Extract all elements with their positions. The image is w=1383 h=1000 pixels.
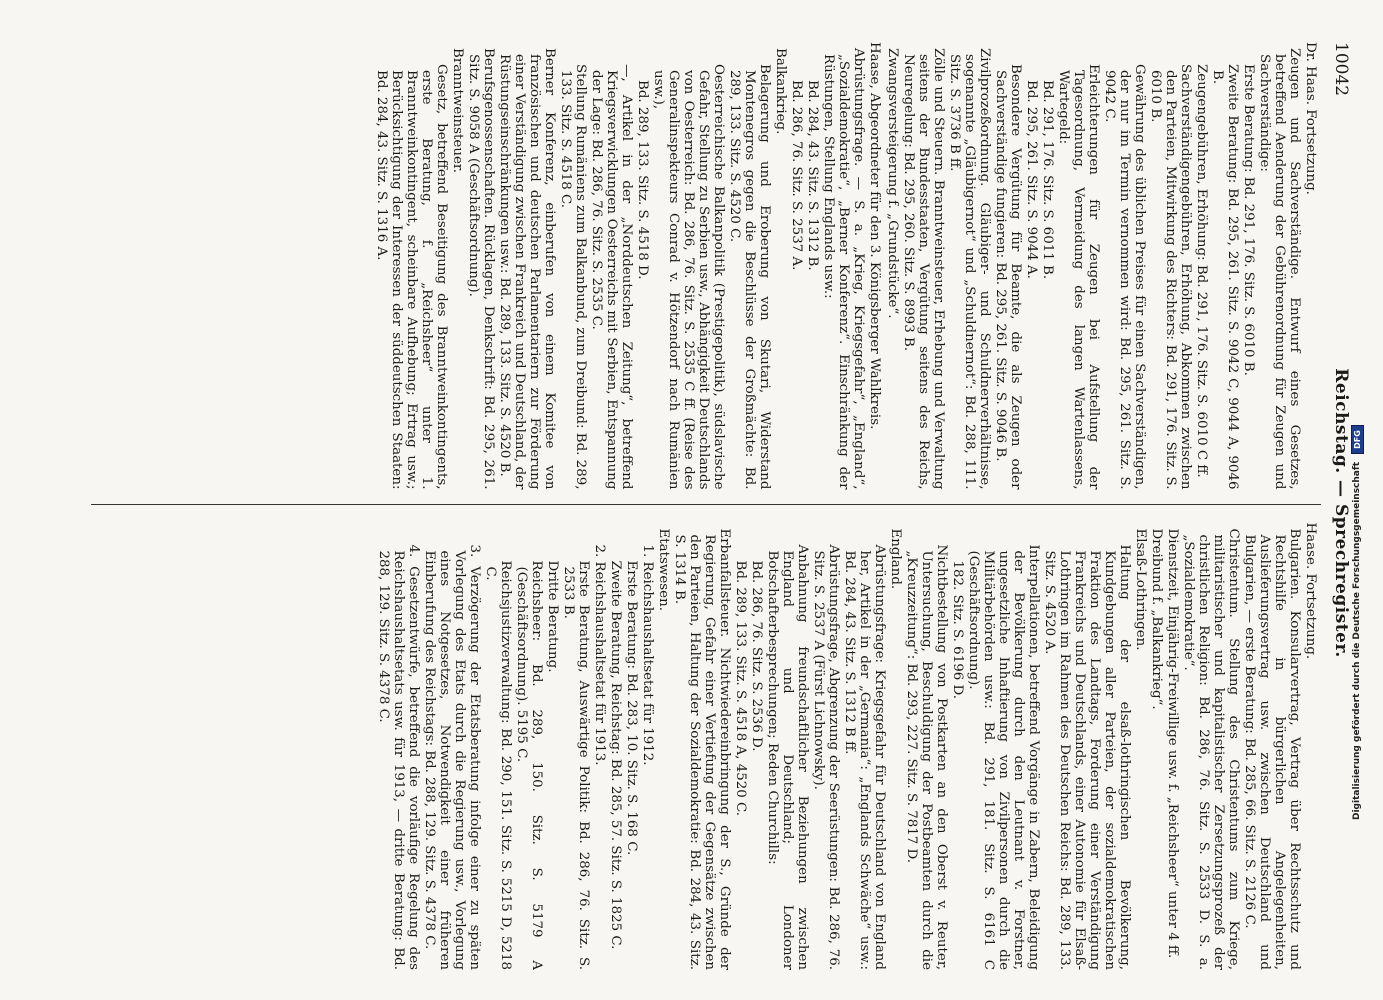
dfg-logo: DFG	[1351, 425, 1364, 454]
register-entry: Bd. 286, 76. Sitz. S. 2537 A.	[789, 80, 804, 271]
register-entry: Nichtbestellung von Postkarten an den Oberst v. Reuter, Untersuchung, Beschuldigung der Postbeamten durch die „Kreuzzeitung“: Bd. 293, 227. Sitz. S. 7817 D.	[904, 544, 949, 970]
register-entry: Bd. 289, 133. Sitz. S. 4518 A, 4520 C.	[733, 560, 748, 817]
register-entry: England.	[888, 528, 903, 590]
register-entry: Oesterreichische Balkanpolitik (Prestigepolitik), südslavische Gefahr, Stellung zu Serbien usw., Abhängigkeit Deutschlands von Oesterreich: Bd. 286, 76. Sitz. S. 2535 C ff. (Reise des Generalinspekteurs Conrad v. Hötzendorf nach Rumänien usw.),	[651, 64, 726, 490]
register-entry: Dritte Beratung.	[545, 560, 560, 673]
register-entry: Anbahnung freundschaftlicher Beziehungen zwischen England und Deutschland; Londoner Botschafterbesprechungen; Reden Churchills:	[765, 544, 810, 970]
stamp-text: Digitalisierung gefördert durch die Deutsche Forschungsgemeinschaft	[1352, 461, 1362, 820]
register-entry: Christentum. Stellung des Christentums zum Kriege, militaristischer und kapitalistischer Zersetzungsprozeß der christlichen Religion: Bd. 286, 76. Sitz. S. 2533 D. S. a. „Sozialdemokratie“.	[1181, 528, 1241, 970]
register-entry: Bd. 284, 43. Sitz. S. 1312 B.	[805, 80, 820, 271]
register-entry: Bd. 295, 261. Sitz. S. 9044 A.	[1024, 80, 1039, 279]
right-column	[91, 523, 1321, 971]
register-entry: 4. Gesetzentwürfe, betreffend die vorläufige Regelung des Reichshaushaltsetats usw. für 1913, — dritte Beratung: Bd. 288, 129. Sitz. S. 4378 C.	[376, 544, 421, 970]
register-entry: 1. Reichshaushaltsetat für 1912.	[640, 544, 655, 766]
left-column	[91, 42, 1321, 505]
register-entry: Reichsjustizverwaltung: Bd. 290, 151. Sitz. S. 5215 D, 5218 C.	[483, 560, 513, 970]
register-entry: Zweite Beratung: Bd. 295, 261. Sitz. S. 9042 C, 9044 A, 9046 B.	[1210, 64, 1240, 490]
register-entry: Dienstzeit, Einjährig-Freiwillige usw. f. „Reichsheer“ unter 4 ff.	[1165, 528, 1180, 959]
register-entry: Abrüstungsfrage. — S. a. „Krieg, Kriegsgefahr“, „England“, „Sozialdemokratie“, „Berner Konferenz“. Einschränkung der Rüstungen, Stellung Englands usw.:	[821, 48, 866, 490]
register-entry: Dreibund f. „Balkankrieg“.	[1149, 528, 1164, 710]
register-entry: Elsaß-Lothringen.	[1133, 528, 1148, 651]
register-entry: Bd. 286, 76. Sitz. S. 2536 D.	[749, 560, 764, 752]
page-title: Reichstag. — Sprechregister.	[1331, 368, 1351, 658]
register-heading: Haase. Fortsetzung.	[1303, 522, 1318, 660]
register-entry: Zölle und Steuern. Branntweinsteuer, Erhebung und Verwaltung seitens der Bundesstaaten, Vergütung seitens des Reichs, Neuregelung: Bd. 295, 260. Sitz. S. 8993 B.	[901, 48, 946, 490]
register-entry: Haltung der elsaß-lothringischen Bevölkerung, Kundgebungen aller Parteien, der sozialdemokratischen Fraktion des Landtags, Forderung einer Verständigung Frankreichs und Deutschlands, einer Autonomie für Elsaß-Lothringen im Rahmen des Deutschen Reichs: Bd. 289, 133. Sitz. S. 4520 A.	[1042, 544, 1132, 970]
page-number: 10042	[1331, 42, 1351, 97]
register-entry: Balkankrieg.	[773, 48, 788, 135]
register-entry: Interpellationen, betreffend Vorgänge in Zabern, Beleidigung der Bevölkerung durch den Leutnant v. Forstner, ungesetzliche Inhaftierung von Zivilpersonen durch die Militärbehörden usw.: Bd. 291, 181. Sitz. S. 6161 C (Geschäftsordnung).	[966, 544, 1041, 970]
register-entry: Stellung Rumäniens zum Balkanbund, zum Dreibund: Bd. 289, 133. Sitz. S. 4518 C.	[558, 64, 588, 490]
register-entry: Erste Beratung: Bd. 283, 10. Sitz. S. 168 C.	[624, 560, 639, 856]
register-entry: Bd. 291, 176. Sitz. S. 6011 B.	[1040, 80, 1055, 280]
register-entry: Erste Beratung: Bd. 291, 176. Sitz. S. 6010 B.	[1241, 64, 1256, 376]
register-entry: Erste Beratung, Auswärtige Politik: Bd. 286, 76. Sitz. S. 2533 B.	[561, 560, 591, 970]
register-entry: Zivilprozeßordnung. Gläubiger- und Schuldnerverhältnisse, sogenannte „Gläubigernot“ und „Schuldnernot“: Bd. 288, 111. Sitz. S. 3736 B ff.	[947, 48, 992, 490]
register-entry: Zeugen und Sachverständige. Entwurf eines Gesetzes, betreffend Aenderung der Gebührenordnung für Zeugen und Sachverständige:	[1257, 48, 1302, 490]
register-entry: Berufsgenossenschaften. Rücklagen, Denkschrift: Bd. 295, 261. Sitz. S. 9058 A (Geschäftsordnung).	[466, 48, 496, 490]
register-entry: 2. Reichshaushaltsetat für 1913.	[592, 544, 607, 766]
register-entry: Gesetz, betreffend Beseitigung des Branntweinkontingents, erste Beratung, f. „Reichsheer“ unter 1. Branntweinkontingent, scheinbare Aufhebung; Ertrag usw.; Berücksichtigung der Interessen der süddeutschen Staaten: Bd. 284, 43. Sitz. S. 1316 A.	[374, 64, 449, 490]
register-heading: Dr. Haas. Fortsetzung.	[1303, 42, 1318, 195]
register-entry: Reichsheer: Bd. 289, 150. Sitz. S. 5179 A (Geschäftsordnung). 5195 C.	[514, 560, 544, 970]
register-entry: Belagerung und Eroberung von Skutari, Widerstand Montenegros gegen die Beschlüsse der Großmächte: Bd. 289, 133. Sitz. S. 4520 C.	[727, 64, 772, 490]
register-entry: Bd. 289, 133. Sitz. S. 4518 D.	[635, 80, 650, 280]
register-heading: Haase, Abgeordneter für den 3. Königsberger Wahlkreis.	[867, 42, 882, 430]
register-entry: —, Artikel in der „Norddeutschen Zeitung“, betreffend Kriegsverwicklungen Oesterreichs mit Serbien, Entspannung der Lage: Bd. 286, 76. Sitz. S. 2535 C.	[589, 64, 634, 490]
register-entry: Zweite Beratung, Reichstag: Bd. 285, 57. Sitz. S. 1825 C.	[608, 560, 623, 950]
register-entry: 3. Verzögerung der Etatsberatung infolge einer zu späten Vorlegung des Etats durch die Regierung usw., Vorlegung eines Notgesetzes, Notwendigkeit einer früheren Einberufung des Reichstags: Bd. 288, 129. Sitz. S. 4378 C.	[422, 544, 482, 970]
register-entry: Zeugengebühren, Erhöhung: Bd. 291, 176. Sitz. S. 6010 C ff.	[1194, 64, 1209, 478]
register-columns	[91, 42, 1321, 970]
dfg-stamp	[1342, 0, 1372, 1000]
register-entry: Gewährung des üblichen Preises für einen Sachverständigen, der nur im Termin vernommen wird: Bd. 295, 261. Sitz. S. 9042 C.	[1102, 64, 1147, 490]
register-entry: Zwangsversteigerung f. „Grundstücke“.	[885, 48, 900, 319]
register-entry: Bulgarien. Konsularvertrag, Vertrag über Rechtsschutz und Rechtshilfe in bürgerlichen Angelegenheiten, Auslieferungsvertrag usw. zwischen Deutschland und Bulgarien, — erste Beratung: Bd. 285, 66. Sitz. S. 2126 C.	[1242, 528, 1302, 970]
register-entry: Erleichterungen für Zeugen bei Aufstellung der Tagesordnung, Vermeidung des langen Wartenlassens, Wartegeld:	[1056, 64, 1101, 490]
register-entry: Berner Konferenz, einberufen von einem Komitee von französischen und deutschen Parlamentariern zur Förderung einer Verständigung zwischen Frankreich und Deutschland, der Rüstungseinschränkungen usw.: Bd. 289, 133. Sitz. S. 4520 B.	[497, 48, 557, 490]
register-entry: Abrüstungsfrage: Kriegsgefahr für Deutschland von England her, Artikel in der „Germania“: „Englands Schwäche“ usw.: Bd. 284, 43. Sitz. S. 1312 B ff.	[842, 544, 887, 970]
register-entry: Sachverständigengebühren, Erhöhung, Abkommen zwischen den Parteien, Mitwirkung des Richters: Bd. 291, 176. Sitz. S. 6010 B.	[1148, 64, 1193, 490]
register-entry: Branntweinsteuer.	[450, 48, 465, 174]
register-entry: Abrüstungsfrage, Abgrenzung der Seerüstungen: Bd. 286, 76. Sitz. S. 2537 A (Fürst Lichnowsky).	[811, 544, 841, 970]
register-entry: Etatswesen.	[656, 528, 671, 611]
register-entry: 182. Sitz. S. 6196 D.	[950, 560, 965, 700]
register-entry: Besondere Vergütung für Beamte, die als Zeugen oder Sachverständige fungieren: Bd. 295, 261. Sitz. S. 9046 B.	[993, 64, 1023, 490]
register-entry: Erbanfallsteuer. Nichtwiedereinbringung der S., Gründe der Regierung, Gefahr einer Vertiefung der Gegensätze zwischen den Parteien, Haltung der Sozialdemokratie: Bd. 284, 43. Sitz. S. 1314 B.	[672, 528, 732, 970]
